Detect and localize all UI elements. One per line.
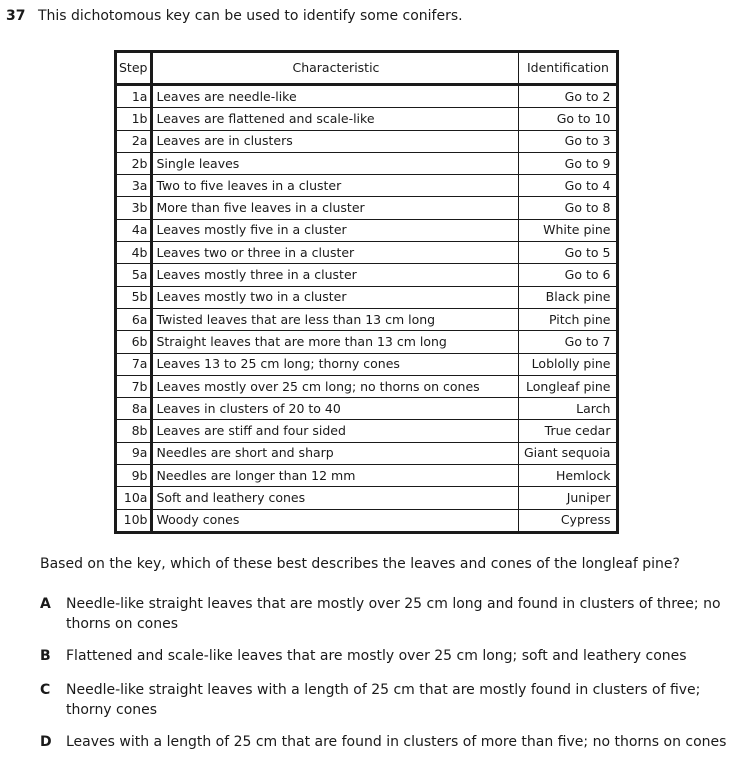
answer-option-c[interactable] xyxy=(40,680,730,720)
table-row xyxy=(116,331,618,353)
identification-cell: Go to 8 xyxy=(519,197,618,219)
option-letter: A xyxy=(40,596,51,612)
characteristic-cell: Single leaves xyxy=(152,152,519,174)
answer-option-a[interactable] xyxy=(40,594,730,634)
dichotomous-key-table xyxy=(114,50,619,534)
characteristic-cell: Leaves are flattened and scale-like xyxy=(152,108,519,130)
table-row xyxy=(116,308,618,330)
identification-cell: Go to 7 xyxy=(519,331,618,353)
step-cell: 5a xyxy=(116,264,152,286)
table-row xyxy=(116,152,618,174)
identification-cell: Go to 9 xyxy=(519,152,618,174)
table-row xyxy=(116,85,618,108)
identification-cell: Go to 2 xyxy=(519,85,618,108)
characteristic-cell: Leaves two or three in a cluster xyxy=(152,242,519,264)
identification-cell: Black pine xyxy=(519,286,618,308)
table-row xyxy=(116,219,618,241)
option-letter: C xyxy=(40,682,51,698)
step-cell: 3b xyxy=(116,197,152,219)
step-cell: 8a xyxy=(116,398,152,420)
answer-option-b[interactable] xyxy=(40,646,730,666)
step-cell: 9b xyxy=(116,465,152,487)
question-intro: This dichotomous key can be used to identify some conifers. xyxy=(37,8,463,24)
characteristic-cell: Leaves mostly five in a cluster xyxy=(152,219,519,241)
option-text: Flattened and scale-like leaves that are mostly over 25 cm long; soft and leathery cones xyxy=(66,648,687,664)
header-step: Step xyxy=(116,52,152,85)
characteristic-cell: More than five leaves in a cluster xyxy=(152,197,519,219)
identification-cell: White pine xyxy=(519,219,618,241)
table-row xyxy=(116,130,618,152)
table-row xyxy=(116,375,618,397)
step-cell: 4a xyxy=(116,219,152,241)
step-cell: 3a xyxy=(116,175,152,197)
identification-cell: Juniper xyxy=(519,487,618,509)
step-cell: 9a xyxy=(116,442,152,464)
step-cell: 7b xyxy=(116,375,152,397)
table-row xyxy=(116,353,618,375)
table-row xyxy=(116,108,618,130)
step-cell: 4b xyxy=(116,242,152,264)
identification-cell: Loblolly pine xyxy=(519,353,618,375)
characteristic-cell: Twisted leaves that are less than 13 cm long xyxy=(152,308,519,330)
identification-cell: Cypress xyxy=(519,509,618,532)
step-cell: 6a xyxy=(116,308,152,330)
identification-cell: Go to 10 xyxy=(519,108,618,130)
identification-cell: Go to 4 xyxy=(519,175,618,197)
identification-cell: Longleaf pine xyxy=(519,375,618,397)
identification-cell: Go to 5 xyxy=(519,242,618,264)
option-text: Needle-like straight leaves that are mostly over 25 cm long and found in clusters of three; no thorns on cones xyxy=(66,596,721,632)
table-body xyxy=(116,85,618,533)
answer-option-d[interactable] xyxy=(40,732,730,752)
table-header-row xyxy=(116,52,618,85)
identification-cell: Giant sequoia xyxy=(519,442,618,464)
characteristic-cell: Two to five leaves in a cluster xyxy=(152,175,519,197)
step-cell: 6b xyxy=(116,331,152,353)
option-text: Leaves with a length of 25 cm that are found in clusters of more than five; no thorns on cones xyxy=(66,734,727,750)
step-cell: 5b xyxy=(116,286,152,308)
step-cell: 8b xyxy=(116,420,152,442)
characteristic-cell: Leaves are stiff and four sided xyxy=(152,420,519,442)
header-identification: Identification xyxy=(519,52,618,85)
table-row xyxy=(116,509,618,532)
table-row xyxy=(116,175,618,197)
table-row xyxy=(116,197,618,219)
step-cell: 2b xyxy=(116,152,152,174)
characteristic-cell: Leaves in clusters of 20 to 40 xyxy=(152,398,519,420)
option-text: Needle-like straight leaves with a length of 25 cm that are mostly found in clusters of five; thorny cones xyxy=(66,682,701,718)
step-cell: 10b xyxy=(116,509,152,532)
identification-cell: True cedar xyxy=(519,420,618,442)
characteristic-cell: Needles are short and sharp xyxy=(152,442,519,464)
question-prompt: Based on the key, which of these best describes the leaves and cones of the longleaf pine? xyxy=(40,556,680,572)
table-row xyxy=(116,420,618,442)
characteristic-cell: Leaves mostly two in a cluster xyxy=(152,286,519,308)
identification-cell: Pitch pine xyxy=(519,308,618,330)
header-characteristic: Characteristic xyxy=(152,52,519,85)
identification-cell: Hemlock xyxy=(519,465,618,487)
question-header xyxy=(6,8,463,24)
step-cell: 2a xyxy=(116,130,152,152)
table-row xyxy=(116,398,618,420)
table-row xyxy=(116,264,618,286)
identification-cell: Go to 6 xyxy=(519,264,618,286)
identification-cell: Go to 3 xyxy=(519,130,618,152)
characteristic-cell: Leaves are needle-like xyxy=(152,85,519,108)
table-row xyxy=(116,465,618,487)
characteristic-cell: Straight leaves that are more than 13 cm long xyxy=(152,331,519,353)
characteristic-cell: Needles are longer than 12 mm xyxy=(152,465,519,487)
step-cell: 10a xyxy=(116,487,152,509)
step-cell: 1a xyxy=(116,85,152,108)
identification-cell: Larch xyxy=(519,398,618,420)
characteristic-cell: Leaves are in clusters xyxy=(152,130,519,152)
table-row xyxy=(116,286,618,308)
option-letter: B xyxy=(40,648,51,664)
question-number: 37 xyxy=(6,8,26,24)
step-cell: 1b xyxy=(116,108,152,130)
table-row xyxy=(116,487,618,509)
characteristic-cell: Leaves mostly three in a cluster xyxy=(152,264,519,286)
characteristic-cell: Leaves 13 to 25 cm long; thorny cones xyxy=(152,353,519,375)
characteristic-cell: Woody cones xyxy=(152,509,519,532)
characteristic-cell: Soft and leathery cones xyxy=(152,487,519,509)
characteristic-cell: Leaves mostly over 25 cm long; no thorns on cones xyxy=(152,375,519,397)
table-row xyxy=(116,242,618,264)
table-row xyxy=(116,442,618,464)
step-cell: 7a xyxy=(116,353,152,375)
option-letter: D xyxy=(40,734,52,750)
